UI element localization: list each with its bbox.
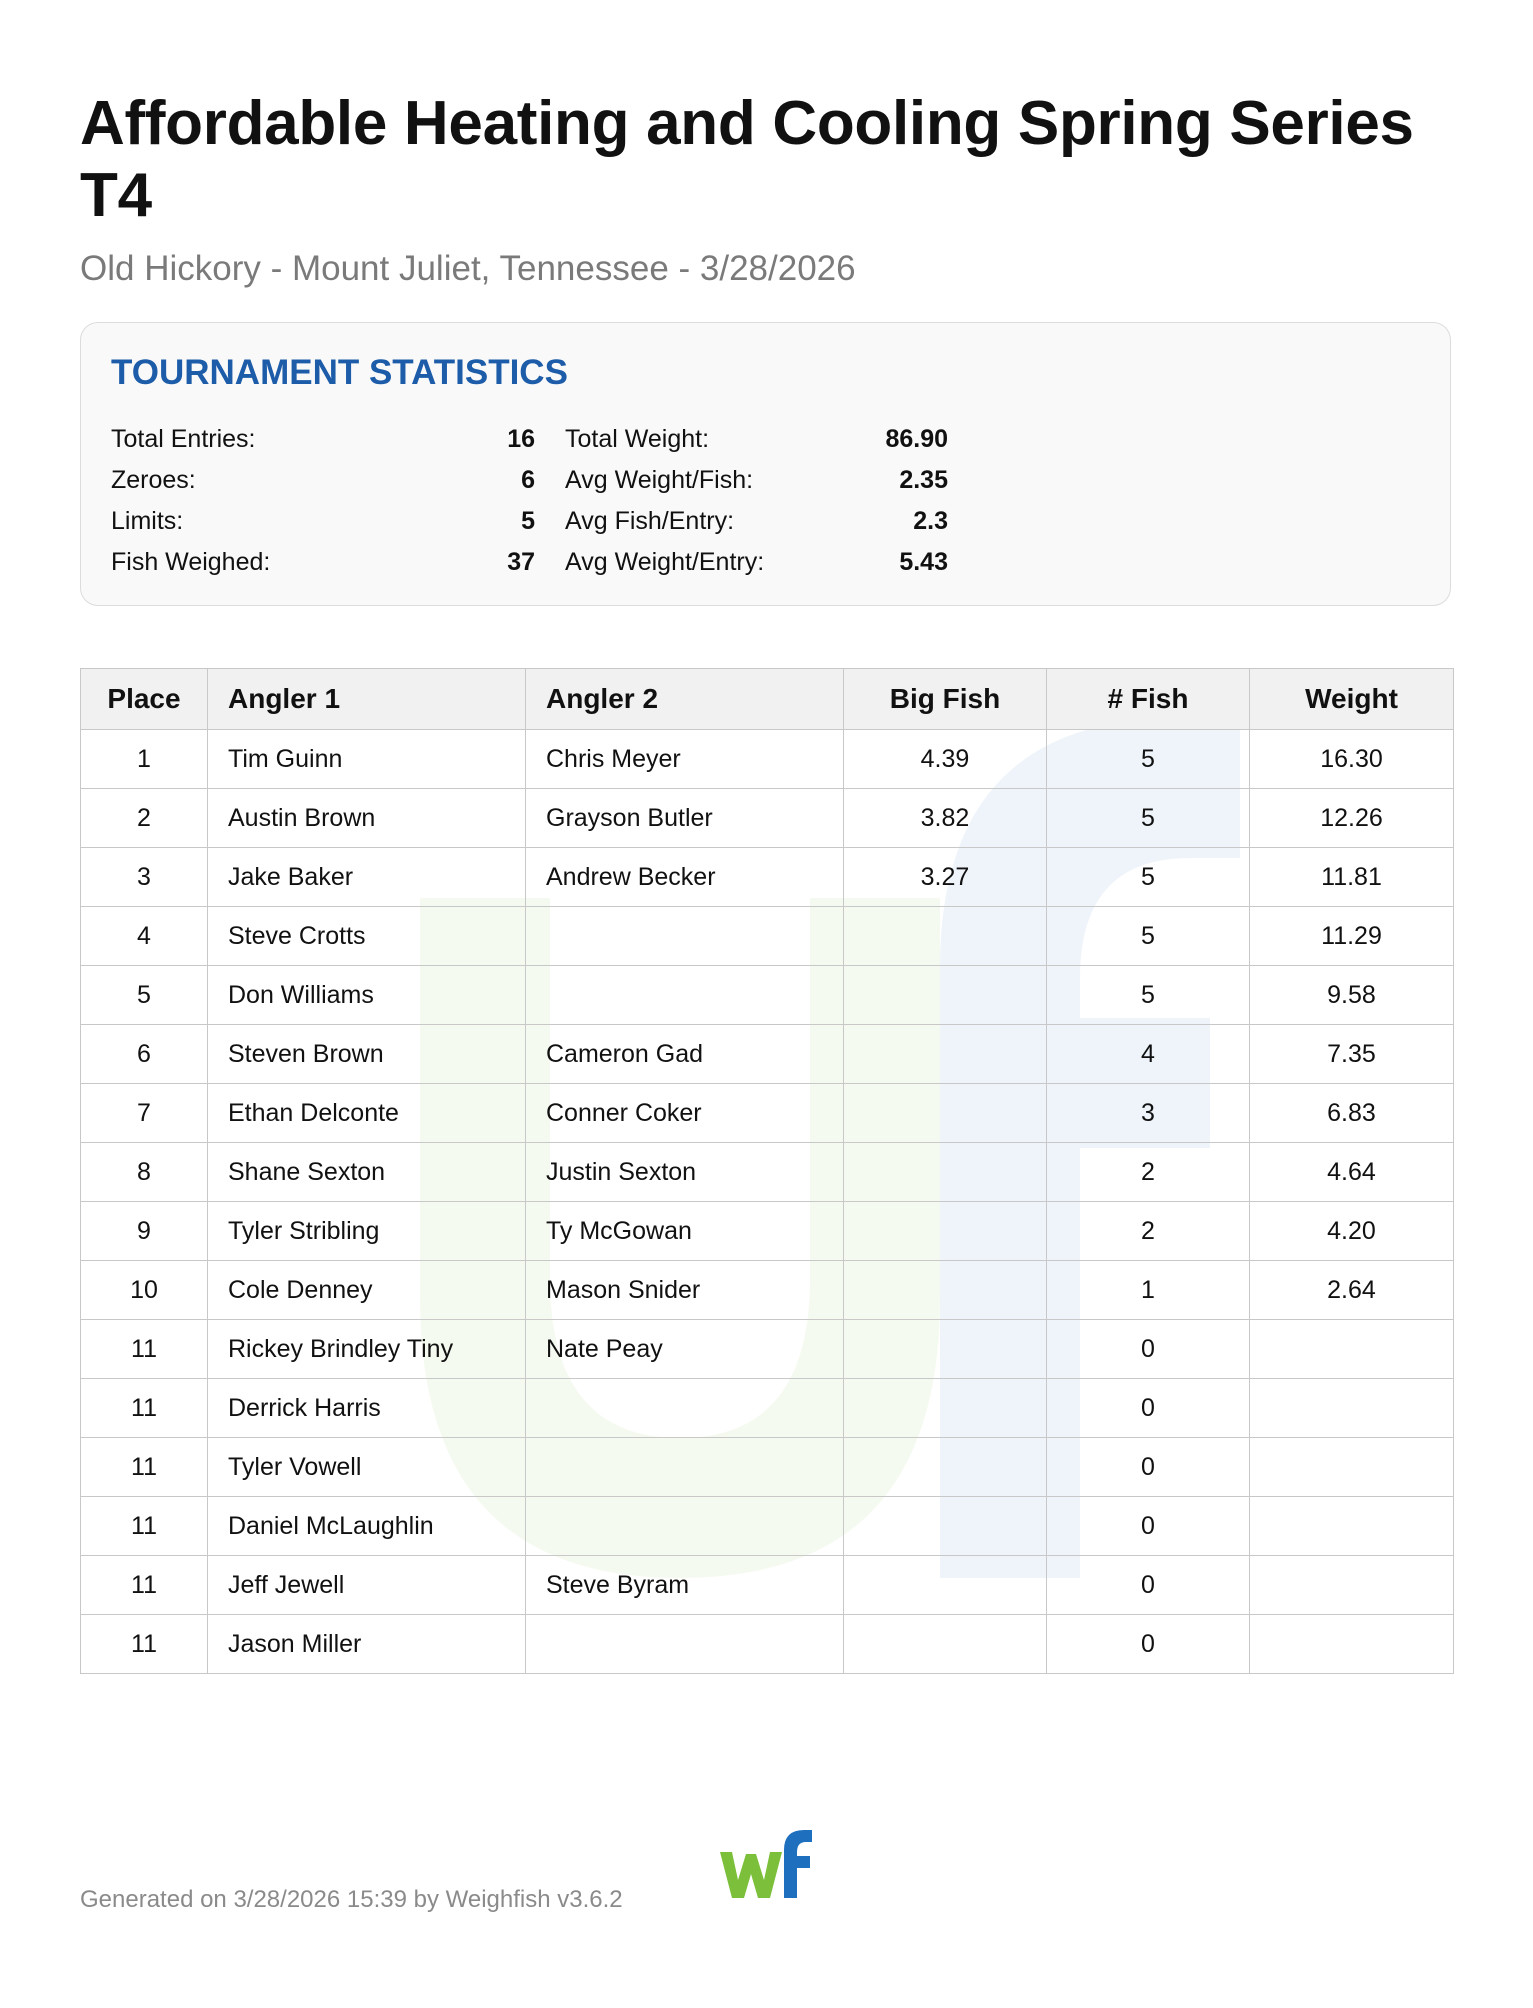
cell-angler-2: Steve Byram xyxy=(526,1556,844,1615)
statistics-grid xyxy=(111,419,1011,583)
stat-label: Total Weight: xyxy=(565,425,710,453)
stat-value: 2.35 xyxy=(899,466,948,494)
cell-big-fish xyxy=(844,1320,1047,1379)
column-header-num-fish: # Fish xyxy=(1047,669,1250,730)
cell-angler-2: Nate Peay xyxy=(526,1320,844,1379)
cell-num-fish: 5 xyxy=(1047,848,1250,907)
cell-big-fish xyxy=(844,1615,1047,1674)
cell-big-fish xyxy=(844,1497,1047,1556)
report-page xyxy=(80,88,1453,1658)
cell-angler-1: Jeff Jewell xyxy=(208,1556,526,1615)
table-row xyxy=(81,1143,1454,1202)
cell-weight: 7.35 xyxy=(1250,1025,1454,1084)
cell-num-fish: 5 xyxy=(1047,966,1250,1025)
cell-num-fish: 5 xyxy=(1047,789,1250,848)
cell-weight xyxy=(1250,1379,1454,1438)
cell-angler-1: Steve Crotts xyxy=(208,907,526,966)
stat-label: Limits: xyxy=(111,507,184,535)
cell-angler-2: Grayson Butler xyxy=(526,789,844,848)
cell-weight xyxy=(1250,1497,1454,1556)
weighfish-logo-icon xyxy=(718,1828,814,1900)
cell-angler-1: Cole Denney xyxy=(208,1261,526,1320)
cell-num-fish: 0 xyxy=(1047,1379,1250,1438)
cell-angler-1: Tyler Vowell xyxy=(208,1438,526,1497)
cell-angler-1: Ethan Delconte xyxy=(208,1084,526,1143)
cell-num-fish: 2 xyxy=(1047,1202,1250,1261)
cell-big-fish xyxy=(844,966,1047,1025)
cell-num-fish: 0 xyxy=(1047,1497,1250,1556)
cell-num-fish: 4 xyxy=(1047,1025,1250,1084)
cell-place: 4 xyxy=(81,907,208,966)
cell-angler-2 xyxy=(526,907,844,966)
cell-big-fish: 4.39 xyxy=(844,730,1047,789)
cell-place: 11 xyxy=(81,1379,208,1438)
cell-place: 11 xyxy=(81,1320,208,1379)
cell-num-fish: 0 xyxy=(1047,1320,1250,1379)
cell-angler-2: Andrew Becker xyxy=(526,848,844,907)
cell-place: 10 xyxy=(81,1261,208,1320)
cell-angler-2: Justin Sexton xyxy=(526,1143,844,1202)
cell-weight: 2.64 xyxy=(1250,1261,1454,1320)
cell-weight: 9.58 xyxy=(1250,966,1454,1025)
cell-place: 11 xyxy=(81,1438,208,1497)
cell-weight xyxy=(1250,1556,1454,1615)
cell-num-fish: 2 xyxy=(1047,1143,1250,1202)
cell-big-fish xyxy=(844,907,1047,966)
table-row xyxy=(81,1025,1454,1084)
cell-angler-1: Don Williams xyxy=(208,966,526,1025)
stat-label: Avg Weight/Entry: xyxy=(565,548,765,576)
cell-angler-2 xyxy=(526,966,844,1025)
tournament-statistics-panel xyxy=(80,322,1451,606)
stat-value: 16 xyxy=(507,425,535,453)
cell-angler-1: Jake Baker xyxy=(208,848,526,907)
column-header-weight: Weight xyxy=(1250,669,1454,730)
cell-angler-2 xyxy=(526,1438,844,1497)
cell-angler-1: Derrick Harris xyxy=(208,1379,526,1438)
table-row xyxy=(81,1084,1454,1143)
stat-value: 6 xyxy=(521,466,535,494)
stat-value: 5.43 xyxy=(899,548,948,576)
table-row xyxy=(81,966,1454,1025)
stat-label: Fish Weighed: xyxy=(111,548,271,576)
page-title: Affordable Heating and Cooling Spring Series T4 xyxy=(80,89,1414,230)
stat-label: Avg Fish/Entry: xyxy=(565,507,735,535)
cell-angler-2 xyxy=(526,1497,844,1556)
cell-place: 9 xyxy=(81,1202,208,1261)
statistics-heading: TOURNAMENT STATISTICS xyxy=(111,353,568,392)
column-header-angler-2: Angler 2 xyxy=(526,669,844,730)
cell-angler-1: Rickey Brindley Tiny xyxy=(208,1320,526,1379)
table-row xyxy=(81,1202,1454,1261)
cell-angler-2: Mason Snider xyxy=(526,1261,844,1320)
table-row xyxy=(81,1379,1454,1438)
stat-label: Avg Weight/Fish: xyxy=(565,466,754,494)
cell-num-fish: 1 xyxy=(1047,1261,1250,1320)
cell-big-fish xyxy=(844,1261,1047,1320)
table-row xyxy=(81,1438,1454,1497)
results-table xyxy=(80,668,1454,1674)
cell-place: 5 xyxy=(81,966,208,1025)
cell-num-fish: 0 xyxy=(1047,1615,1250,1674)
cell-weight: 11.29 xyxy=(1250,907,1454,966)
results-table-body xyxy=(81,730,1454,1674)
cell-big-fish xyxy=(844,1025,1047,1084)
cell-place: 11 xyxy=(81,1556,208,1615)
cell-weight: 4.64 xyxy=(1250,1143,1454,1202)
cell-place: 8 xyxy=(81,1143,208,1202)
cell-weight xyxy=(1250,1615,1454,1674)
column-header-place: Place xyxy=(81,669,208,730)
table-row xyxy=(81,907,1454,966)
stat-value: 2.3 xyxy=(913,507,948,535)
stat-label: Zeroes: xyxy=(111,466,196,494)
cell-big-fish xyxy=(844,1084,1047,1143)
table-row xyxy=(81,1261,1454,1320)
cell-weight: 12.26 xyxy=(1250,789,1454,848)
cell-angler-1: Tyler Stribling xyxy=(208,1202,526,1261)
results-section xyxy=(80,668,1453,1674)
cell-big-fish xyxy=(844,1202,1047,1261)
cell-weight: 6.83 xyxy=(1250,1084,1454,1143)
cell-big-fish: 3.27 xyxy=(844,848,1047,907)
cell-num-fish: 3 xyxy=(1047,1084,1250,1143)
cell-big-fish xyxy=(844,1556,1047,1615)
table-row xyxy=(81,848,1454,907)
stat-value: 37 xyxy=(507,548,535,576)
stat-label: Total Entries: xyxy=(111,425,256,453)
cell-place: 7 xyxy=(81,1084,208,1143)
cell-angler-2: Cameron Gad xyxy=(526,1025,844,1084)
cell-place: 11 xyxy=(81,1497,208,1556)
cell-num-fish: 5 xyxy=(1047,907,1250,966)
cell-angler-1: Tim Guinn xyxy=(208,730,526,789)
stat-value: 86.90 xyxy=(885,425,948,453)
cell-weight: 11.81 xyxy=(1250,848,1454,907)
stat-row xyxy=(111,460,1011,501)
cell-num-fish: 5 xyxy=(1047,730,1250,789)
table-row xyxy=(81,1615,1454,1674)
column-header-big-fish: Big Fish xyxy=(844,669,1047,730)
cell-angler-2: Ty McGowan xyxy=(526,1202,844,1261)
cell-place: 11 xyxy=(81,1615,208,1674)
cell-angler-2 xyxy=(526,1615,844,1674)
cell-weight xyxy=(1250,1438,1454,1497)
cell-weight xyxy=(1250,1320,1454,1379)
stat-value: 5 xyxy=(521,507,535,535)
cell-angler-1: Austin Brown xyxy=(208,789,526,848)
table-row xyxy=(81,1556,1454,1615)
table-row xyxy=(81,789,1454,848)
cell-angler-2: Conner Coker xyxy=(526,1084,844,1143)
stat-row xyxy=(111,501,1011,542)
cell-weight: 4.20 xyxy=(1250,1202,1454,1261)
cell-angler-1: Daniel McLaughlin xyxy=(208,1497,526,1556)
cell-big-fish xyxy=(844,1143,1047,1202)
cell-big-fish xyxy=(844,1379,1047,1438)
cell-place: 2 xyxy=(81,789,208,848)
cell-angler-2: Chris Meyer xyxy=(526,730,844,789)
stat-row xyxy=(111,542,1011,583)
cell-angler-1: Jason Miller xyxy=(208,1615,526,1674)
cell-num-fish: 0 xyxy=(1047,1556,1250,1615)
table-row xyxy=(81,1320,1454,1379)
stat-row xyxy=(111,419,1011,460)
table-row xyxy=(81,730,1454,789)
page-subtitle: Old Hickory - Mount Juliet, Tennessee - 3/28/2026 xyxy=(80,249,856,288)
cell-angler-2 xyxy=(526,1379,844,1438)
cell-place: 6 xyxy=(81,1025,208,1084)
cell-big-fish xyxy=(844,1438,1047,1497)
cell-place: 3 xyxy=(81,848,208,907)
generated-footer: Generated on 3/28/2026 15:39 by Weighfish v3.6.2 xyxy=(80,1886,623,1913)
cell-angler-1: Steven Brown xyxy=(208,1025,526,1084)
cell-weight: 16.30 xyxy=(1250,730,1454,789)
table-header-row xyxy=(81,669,1454,730)
column-header-angler-1: Angler 1 xyxy=(208,669,526,730)
table-row xyxy=(81,1497,1454,1556)
cell-num-fish: 0 xyxy=(1047,1438,1250,1497)
cell-place: 1 xyxy=(81,730,208,789)
cell-angler-1: Shane Sexton xyxy=(208,1143,526,1202)
cell-big-fish: 3.82 xyxy=(844,789,1047,848)
